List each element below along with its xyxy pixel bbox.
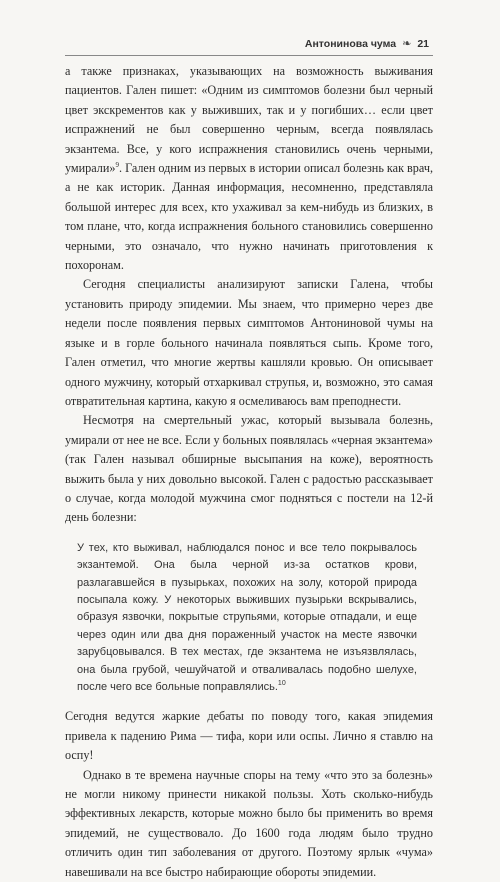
paragraph: Сегодня ведутся жаркие дебаты по поводу того, какая эпидемия привела к падению Рима — тифа, кори или оспы. Лично я ставлю на оспу! xyxy=(65,709,433,763)
main-text xyxy=(65,62,433,882)
header-rule xyxy=(65,55,433,56)
running-header xyxy=(305,37,429,50)
footnote-marker: 10 xyxy=(277,680,286,687)
paragraph: Сегодня специалисты анализируют записки Галена, чтобы установить природу эпидемии. Мы знаем, что примерно через две недели после появления первых симптомов Антониновой чумы на языке и в горле больного начинала появляться сыпь. Кроме того, Гален отметил, что многие жертвы кашляли кровью. Он описывает одного мужчину, который отхаркивал струпья, и, возможно, это самая отвратительная картина, какую я осмеливаюсь вам преподнести. xyxy=(65,277,433,408)
paragraph: Несмотря на смертельный ужас, который вызывала болезнь, умирали от нее не все. Если у больных появлялась «черная экзантема» (так Гален называл обширные высыпания на коже), вероятность выжить была у них довольно высокой. Гален с радостью рассказывает о случае, когда молодой мужчина смог подняться с постели на 12-й день болезни: xyxy=(65,413,433,525)
page-number: 21 xyxy=(417,37,429,50)
paragraph: Однако в те времена научные споры на тему «что это за болезнь» не могли никому принести никакой пользы. Хоть сколько-нибудь эффективных лекарств, которые можно было бы применить во время эпидемий, не существовало. До 1600 года людям было трудно отличить один тип заболевания от другого. Поэтому ярлык «чума» навешивали на все быстро набирающие обороты эпидемии. xyxy=(65,767,433,879)
paragraph: а также признаках, указывающих на возможность выживания пациентов. Гален пишет: «Одним из симптомов болезни был черный цвет экскрементов как у выживших, так и у погибших… если цвет испражнений не был совершенно черным, всегда появлялась экзантема. Все, у кого испражнения становились очень черными, умирали»$^9$. Гален одним из первых в истории описал болезнь как врач, а не как историк. Данная информация, несомненно, представляла большой интерес для всех, кто ухаживал за кем-нибудь из близких, в том плане, что, когда испражнения больного становились совершенно черными, это означало, что нужно начинать приготовления к похоронам. xyxy=(65,64,434,273)
fleuron-icon: ❧ xyxy=(402,38,412,50)
running-title: Антонинова чума xyxy=(304,37,397,50)
footnote-marker: 9 xyxy=(115,161,119,170)
block-quote: У тех, кто выживал, наблюдался понос и все тело покрывалось экзантемой. Она была черной из-за остатков крови, разлагавшейся в пузырьках, похожих на золу, которой природа посыпала кожу. У некоторых выживших пузырьки вскрывались, образуя язвочки, покрытые струпьями, которые отпадали, и еще через один или два дня пораженный участок на месте язвочки зарубцовывался. В тех местах, где экзантема не изъязвлялась, она была грубой, чешуйчатой и отваливалась подобно шелухе, после чего все больные поправлялись.$^{10}$ xyxy=(77,541,417,693)
